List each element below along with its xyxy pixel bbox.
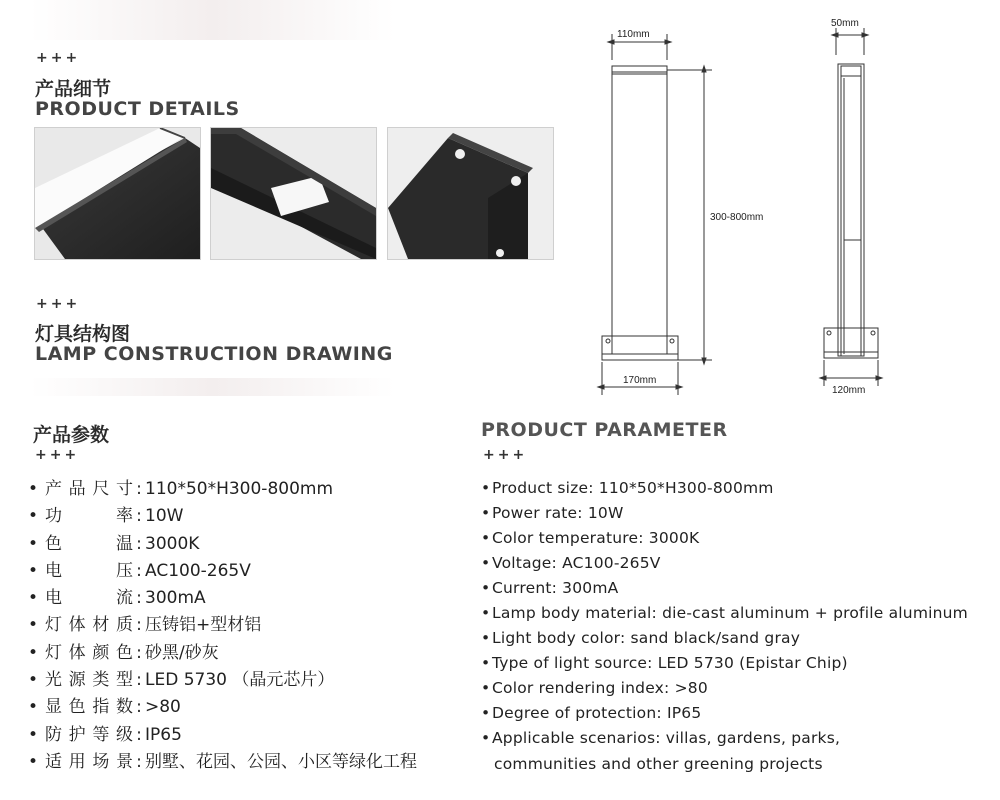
details-cn-title: 产品细节 — [35, 78, 112, 100]
param-cn-label: 显色指数 — [45, 697, 133, 718]
params-cn-list — [28, 476, 417, 776]
bullet-icon: • — [28, 560, 39, 581]
param-cn-label: 适用场景 — [45, 751, 133, 772]
front-width-label: 110mm — [617, 29, 650, 40]
param-cn-item — [28, 531, 417, 558]
construction-drawing — [580, 10, 900, 400]
param-cn-colon: : — [136, 670, 142, 691]
param-cn-label: 灯体材质 — [45, 615, 133, 636]
front-height-label: 300-800mm — [710, 212, 764, 223]
detail-photo-3 — [387, 127, 554, 260]
param-cn-value: 10W — [145, 506, 184, 527]
params-en-plus: +++ — [483, 447, 528, 463]
param-cn-colon: : — [136, 588, 142, 609]
param-cn-label: 功率 — [45, 506, 133, 527]
front-view — [598, 34, 712, 395]
bullet-icon: • — [481, 704, 491, 722]
param-cn-label: 光源类型 — [45, 670, 133, 691]
bullet-icon: • — [28, 588, 39, 609]
details-en-title: PRODUCT DETAILS — [35, 98, 240, 120]
param-en-text: Light body color: sand black/sand gray — [492, 629, 801, 647]
param-en-text: Color rendering index: >80 — [492, 679, 708, 697]
param-cn-label: 产品尺寸 — [45, 479, 133, 499]
bullet-icon: • — [481, 654, 491, 672]
detail-photo-2 — [210, 127, 377, 260]
bullet-icon: • — [28, 615, 39, 636]
bullet-icon: • — [28, 506, 39, 527]
param-cn-value: LED 5730 （晶元芯片） — [145, 670, 335, 691]
param-cn-value: 砂黑/砂灰 — [145, 642, 219, 663]
bullet-icon: • — [28, 533, 39, 554]
param-en-item — [481, 676, 968, 701]
param-cn-value: 压铸铝+型材铝 — [145, 615, 262, 636]
param-cn-value: IP65 — [145, 724, 182, 745]
bullet-icon: • — [28, 724, 39, 745]
param-cn-item — [28, 640, 417, 667]
param-cn-label: 电流 — [45, 588, 133, 609]
bullet-icon: • — [481, 604, 491, 622]
param-cn-item — [28, 585, 417, 612]
param-cn-value: 3000K — [145, 533, 200, 554]
param-en-text: Lamp body material: die-cast aluminum + profile aluminum — [492, 604, 968, 622]
param-en-item — [481, 626, 968, 651]
param-en-text: Power rate: 10W — [492, 504, 624, 522]
param-cn-item — [28, 503, 417, 530]
param-cn-label: 防护等级 — [45, 724, 133, 745]
bullet-icon: • — [28, 751, 39, 772]
bullet-icon: • — [481, 529, 491, 547]
param-en-item — [481, 551, 968, 576]
bullet-icon: • — [481, 504, 491, 522]
param-en-item — [481, 701, 968, 726]
bullet-icon: • — [481, 729, 491, 747]
construction-en-title: LAMP CONSTRUCTION DRAWING — [35, 343, 393, 365]
params-en-title: PRODUCT PARAMETER — [481, 419, 728, 441]
side-width-label: 50mm — [831, 18, 859, 29]
mid-fade-bar — [30, 378, 395, 396]
params-cn-title: 产品参数 — [33, 424, 110, 446]
bullet-icon: • — [28, 642, 39, 663]
param-cn-label: 电压 — [45, 560, 133, 581]
param-en-text: Type of light source: LED 5730 (Epistar Chip) — [492, 654, 848, 672]
param-en-text: Voltage: AC100-265V — [492, 554, 661, 572]
params-cn-plus: +++ — [35, 447, 80, 463]
param-cn-value: AC100-265V — [145, 560, 251, 581]
param-en-text: Degree of protection: IP65 — [492, 704, 702, 722]
param-cn-item — [28, 694, 417, 721]
bullet-icon: • — [28, 670, 39, 691]
param-cn-value: 110*50*H300-800mm — [145, 479, 334, 499]
param-en-item — [481, 651, 968, 676]
detail-photo-1 — [34, 127, 201, 260]
bullet-icon: • — [481, 629, 491, 647]
details-plus: +++ — [36, 50, 81, 66]
param-en-item — [481, 526, 968, 551]
param-cn-colon: : — [136, 697, 142, 718]
param-cn-colon: : — [136, 724, 142, 745]
bullet-icon: • — [481, 479, 491, 497]
construction-cn-title: 灯具结构图 — [35, 323, 131, 345]
param-cn-value: 别墅、花园、公园、小区等绿化工程 — [145, 751, 417, 772]
param-cn-colon: : — [136, 751, 142, 772]
param-en-text: Color temperature: 3000K — [492, 529, 700, 547]
param-en-item — [481, 476, 968, 501]
param-cn-label: 灯体颜色 — [45, 642, 133, 663]
construction-plus: +++ — [36, 296, 81, 312]
param-en-item — [481, 726, 968, 751]
param-cn-colon: : — [136, 479, 142, 499]
param-en-text: Applicable scenarios: villas, gardens, parks, — [492, 729, 841, 747]
param-cn-colon: : — [136, 642, 142, 663]
param-en-text: Current: 300mA — [492, 579, 619, 597]
param-cn-colon: : — [136, 615, 142, 636]
param-cn-colon: : — [136, 560, 142, 581]
side-view — [820, 28, 882, 386]
param-cn-colon: : — [136, 533, 142, 554]
param-cn-colon: : — [136, 506, 142, 527]
param-cn-item — [28, 722, 417, 749]
front-base-label: 170mm — [623, 375, 657, 386]
param-en-item — [481, 501, 968, 526]
param-cn-item — [28, 749, 417, 776]
param-en-item — [481, 601, 968, 626]
bullet-icon: • — [481, 554, 491, 572]
param-cn-item — [28, 612, 417, 639]
bullet-icon: • — [481, 679, 491, 697]
bullet-icon: • — [28, 479, 39, 499]
param-cn-item — [28, 558, 417, 585]
param-en-item — [481, 576, 968, 601]
param-en-text: Product size: 110*50*H300-800mm — [492, 479, 774, 497]
params-en-continuation: communities and other greening projects — [494, 755, 823, 773]
top-fade-bar — [30, 0, 395, 40]
param-cn-value: 300mA — [145, 588, 206, 609]
param-cn-label: 色温 — [45, 533, 133, 554]
side-base-label: 120mm — [832, 385, 866, 396]
params-en-list — [481, 476, 968, 751]
param-cn-value: >80 — [145, 697, 181, 718]
param-cn-item — [28, 667, 417, 694]
bullet-icon: • — [28, 697, 39, 718]
param-cn-item — [28, 476, 417, 503]
bullet-icon: • — [481, 579, 491, 597]
